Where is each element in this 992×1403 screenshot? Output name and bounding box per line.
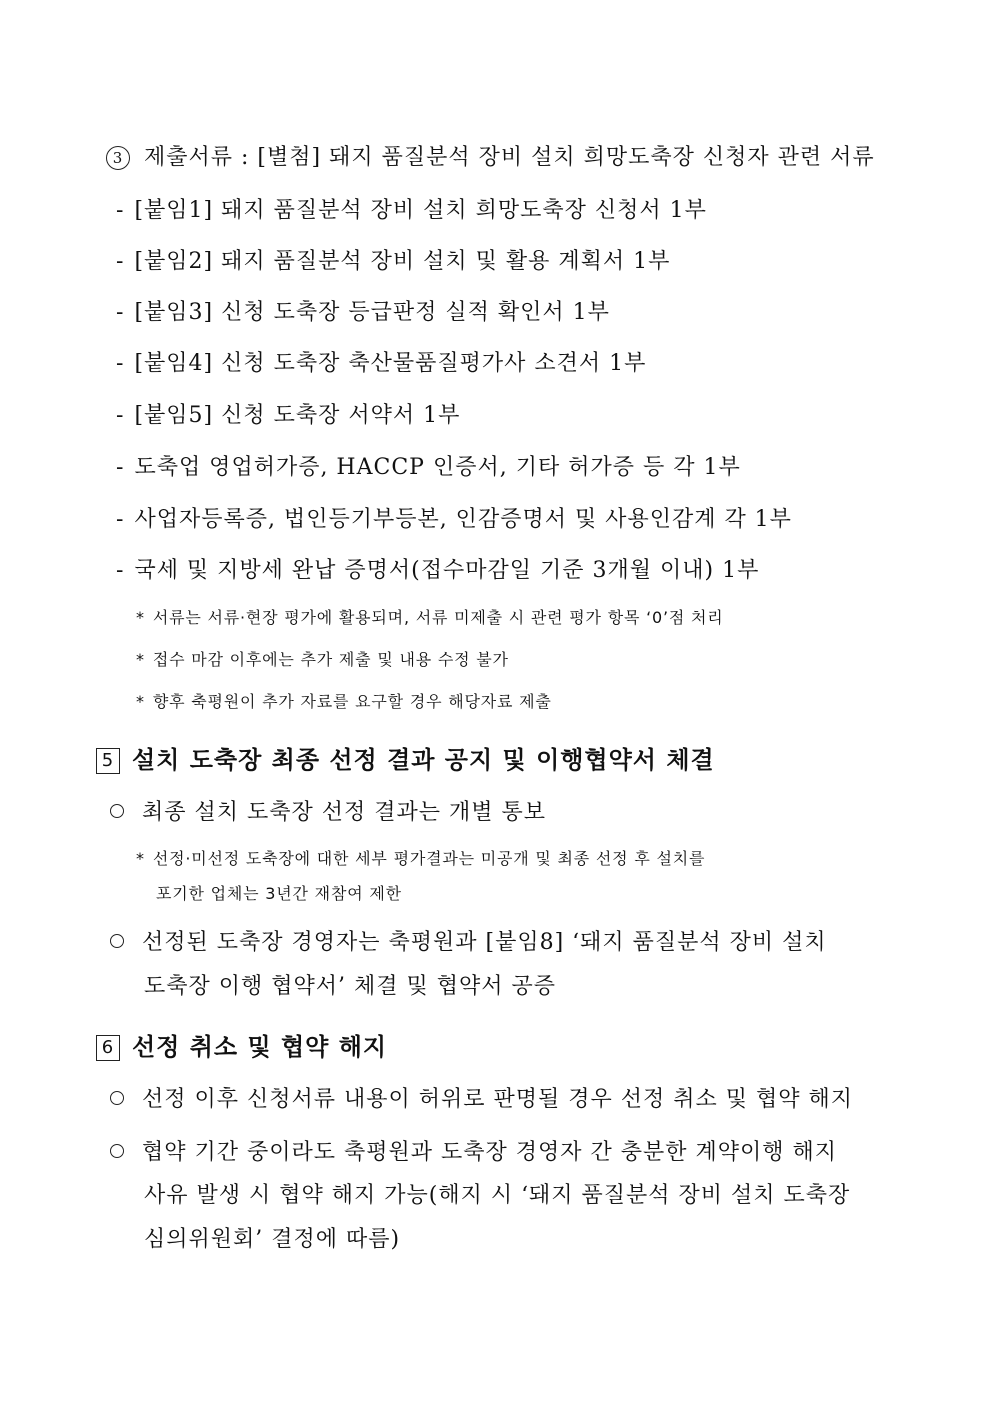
hollow-circle-bullet-icon bbox=[110, 1144, 124, 1158]
footnote: * 접수 마감 이후에는 추가 제출 및 내용 수정 불가 bbox=[136, 650, 509, 669]
hollow-circle-bullet-icon bbox=[110, 1091, 124, 1105]
submission-docs-heading bbox=[106, 140, 875, 171]
bullet-item-continuation: 심의위원회’ 결정에 따름) bbox=[144, 1227, 401, 1252]
bullet-item: 선정된 도축장 경영자는 축평원과 [붙임8] ‘돼지 품질분석 장비 설치 bbox=[110, 925, 827, 956]
list-item: - 도축업 영업허가증, HACCP 인증서, 기타 허가증 등 각 1부 bbox=[116, 455, 741, 480]
list-item: - [붙임5] 신청 도축장 서약서 1부 bbox=[116, 403, 461, 428]
list-item: - [붙임4] 신청 도축장 축산물품질평가사 소견서 1부 bbox=[116, 351, 647, 376]
list-item: - 사업자등록증, 법인등기부등본, 인감증명서 및 사용인감계 각 1부 bbox=[116, 507, 792, 532]
section-5-heading bbox=[96, 740, 715, 775]
footnote: * 서류는 서류·현장 평가에 활용되며, 서류 미제출 시 관련 평가 항목 ‘0’점 처리 bbox=[136, 608, 724, 627]
section-6-heading bbox=[96, 1027, 387, 1062]
bullet-item: 선정 이후 신청서류 내용이 허위로 판명될 경우 선정 취소 및 협약 해지 bbox=[110, 1082, 853, 1113]
footnote: * 향후 축평원이 추가 자료를 요구할 경우 해당자료 제출 bbox=[136, 692, 552, 711]
section-5-title: 설치 도축장 최종 선정 결과 공지 및 이행협약서 체결 bbox=[132, 746, 715, 774]
footnote-continuation: 포기한 업체는 3년간 재참여 제한 bbox=[156, 884, 402, 903]
circled-number-marker: 3 bbox=[106, 146, 130, 170]
list-item: - [붙임3] 신청 도축장 등급판정 실적 확인서 1부 bbox=[116, 300, 610, 325]
boxed-number-marker: 6 bbox=[96, 1035, 120, 1061]
bullet-item: 협약 기간 중이라도 축평원과 도축장 경영자 간 충분한 계약이행 해지 bbox=[110, 1135, 837, 1166]
list-item: - 국세 및 지방세 완납 증명서(접수마감일 기준 3개월 이내) 1부 bbox=[116, 558, 760, 583]
list-item: - [붙임2] 돼지 품질분석 장비 설치 및 활용 계획서 1부 bbox=[116, 249, 671, 274]
section-6-title: 선정 취소 및 협약 해지 bbox=[132, 1033, 388, 1061]
bullet-item: 최종 설치 도축장 선정 결과는 개별 통보 bbox=[110, 795, 546, 826]
hollow-circle-bullet-icon bbox=[110, 934, 124, 948]
footnote: * 선정·미선정 도축장에 대한 세부 평가결과는 미공개 및 최종 선정 후 설치를 bbox=[136, 849, 706, 868]
submission-docs-title: 제출서류 : [별첨] 돼지 품질분석 장비 설치 희망도축장 신청자 관련 서류 bbox=[144, 145, 875, 170]
hollow-circle-bullet-icon bbox=[110, 804, 124, 818]
list-item: - [붙임1] 돼지 품질분석 장비 설치 희망도축장 신청서 1부 bbox=[116, 198, 707, 223]
boxed-number-marker: 5 bbox=[96, 748, 120, 774]
bullet-item-continuation: 도축장 이행 협약서’ 체결 및 협약서 공증 bbox=[144, 974, 556, 999]
bullet-item-continuation: 사유 발생 시 협약 해지 가능(해지 시 ‘돼지 품질분석 장비 설치 도축장 bbox=[144, 1183, 851, 1208]
